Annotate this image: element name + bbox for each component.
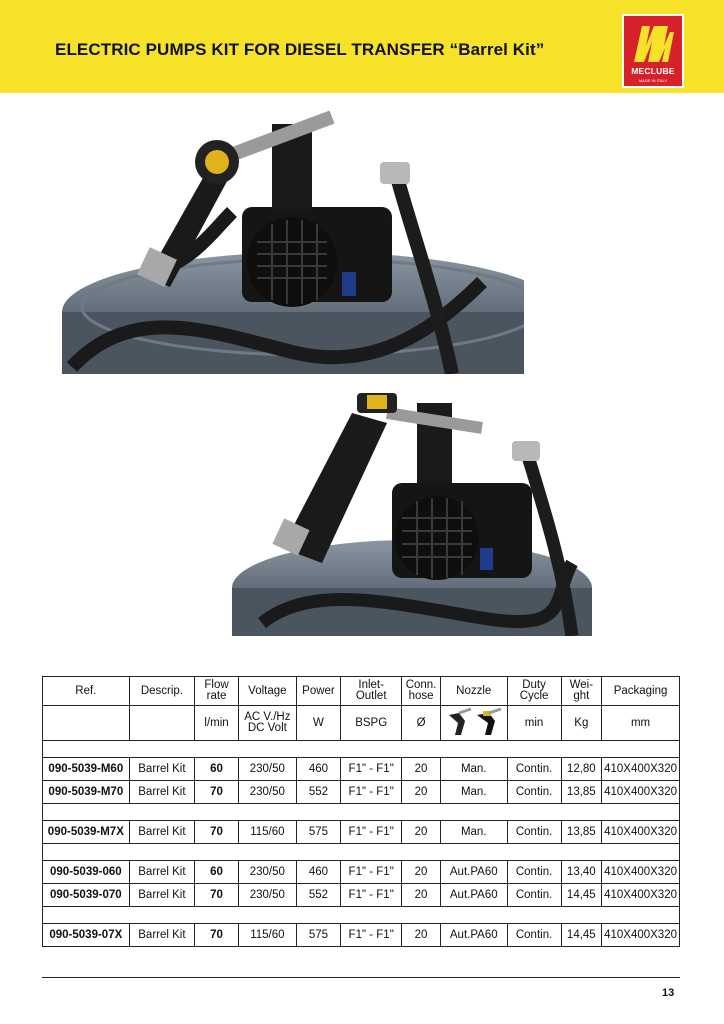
unit-hose: Ø	[402, 706, 441, 741]
cell-flow: 70	[195, 884, 239, 907]
cell-packaging: 410X400X320	[602, 884, 680, 907]
cell-voltage: 230/50	[238, 861, 296, 884]
table-row	[43, 758, 680, 781]
table-row	[43, 781, 680, 804]
table-row	[43, 821, 680, 844]
col-header-ref: Ref.	[43, 677, 130, 706]
col-header-inlet: Inlet- Outlet	[341, 677, 402, 706]
unit-inlet: BSPG	[341, 706, 402, 741]
table-row	[43, 861, 680, 884]
product-photo-manual-nozzle	[52, 102, 524, 374]
cell-weight: 13,85	[561, 781, 602, 804]
cell-ref: 090-5039-070	[43, 884, 130, 907]
cell-weight: 12,80	[561, 758, 602, 781]
nozzle-icons	[445, 707, 503, 737]
spacer-row	[43, 844, 680, 861]
table-units-row	[43, 706, 680, 741]
col-header-voltage: Voltage	[238, 677, 296, 706]
cell-duty: Contin.	[507, 821, 561, 844]
col-header-nozzle: Nozzle	[440, 677, 507, 706]
cell-hose: 20	[402, 884, 441, 907]
col-header-hose: Conn. hose	[402, 677, 441, 706]
col-header-flow: Flow rate	[195, 677, 239, 706]
table-row	[43, 924, 680, 947]
cell-packaging: 410X400X320	[602, 781, 680, 804]
cell-voltage: 230/50	[238, 781, 296, 804]
cell-packaging: 410X400X320	[602, 758, 680, 781]
cell-power: 552	[296, 781, 340, 804]
unit-weight: Kg	[561, 706, 602, 741]
cell-hose: 20	[402, 758, 441, 781]
cell-weight: 13,85	[561, 821, 602, 844]
cell-duty: Contin.	[507, 758, 561, 781]
cell-weight: 13,40	[561, 861, 602, 884]
cell-hose: 20	[402, 924, 441, 947]
cell-power: 460	[296, 758, 340, 781]
cell-packaging: 410X400X320	[602, 861, 680, 884]
col-header-descrip: Descrip.	[129, 677, 194, 706]
spacer-row	[43, 804, 680, 821]
cell-duty: Contin.	[507, 884, 561, 907]
logo-m-icon	[630, 22, 678, 66]
cell-duty: Contin.	[507, 861, 561, 884]
cell-inlet: F1" - F1"	[341, 884, 402, 907]
cell-ref: 090-5039-M60	[43, 758, 130, 781]
cell-flow: 60	[195, 861, 239, 884]
cell-hose: 20	[402, 781, 441, 804]
cell-flow: 70	[195, 781, 239, 804]
cell-packaging: 410X400X320	[602, 924, 680, 947]
cell-nozzle: Man.	[440, 781, 507, 804]
cell-packaging: 410X400X320	[602, 821, 680, 844]
cell-power: 460	[296, 861, 340, 884]
col-header-weight: Wei- ght	[561, 677, 602, 706]
spec-table	[42, 676, 680, 947]
cell-ref: 090-5039-M7X	[43, 821, 130, 844]
cell-duty: Contin.	[507, 781, 561, 804]
cell-ref: 090-5039-060	[43, 861, 130, 884]
logo-name: MECLUBE	[631, 66, 675, 76]
col-header-packaging: Packaging	[602, 677, 680, 706]
footer-divider	[42, 977, 680, 978]
cell-inlet: F1" - F1"	[341, 821, 402, 844]
cell-flow: 70	[195, 821, 239, 844]
cell-descrip: Barrel Kit	[129, 924, 194, 947]
cell-voltage: 230/50	[238, 884, 296, 907]
unit-nozzle	[440, 706, 507, 741]
cell-voltage: 115/60	[238, 821, 296, 844]
cell-weight: 14,45	[561, 924, 602, 947]
cell-flow: 60	[195, 758, 239, 781]
unit-flow: l/min	[195, 706, 239, 741]
cell-flow: 70	[195, 924, 239, 947]
product-photo-automatic-nozzle	[222, 383, 680, 636]
spacer-row	[43, 741, 680, 758]
col-header-duty: Duty Cycle	[507, 677, 561, 706]
meclube-logo	[622, 14, 684, 88]
spacer-row	[43, 907, 680, 924]
cell-voltage: 230/50	[238, 758, 296, 781]
unit-ref	[43, 706, 130, 741]
cell-inlet: F1" - F1"	[341, 758, 402, 781]
cell-inlet: F1" - F1"	[341, 861, 402, 884]
unit-power: W	[296, 706, 340, 741]
cell-inlet: F1" - F1"	[341, 781, 402, 804]
cell-hose: 20	[402, 821, 441, 844]
table-header-row	[43, 677, 680, 706]
logo-sub: MADE IN ITALY	[638, 78, 668, 83]
unit-descrip	[129, 706, 194, 741]
cell-ref: 090-5039-M70	[43, 781, 130, 804]
unit-packaging: mm	[602, 706, 680, 741]
cell-descrip: Barrel Kit	[129, 758, 194, 781]
header-banner	[0, 0, 724, 93]
table-row	[43, 884, 680, 907]
cell-hose: 20	[402, 861, 441, 884]
cell-nozzle: Aut.PA60	[440, 884, 507, 907]
unit-voltage: AC V./Hz DC Volt	[238, 706, 296, 741]
unit-duty: min	[507, 706, 561, 741]
cell-inlet: F1" - F1"	[341, 924, 402, 947]
cell-duty: Contin.	[507, 924, 561, 947]
cell-voltage: 115/60	[238, 924, 296, 947]
cell-power: 552	[296, 884, 340, 907]
cell-descrip: Barrel Kit	[129, 884, 194, 907]
cell-nozzle: Aut.PA60	[440, 861, 507, 884]
page-number: 13	[662, 987, 675, 999]
cell-nozzle: Man.	[440, 821, 507, 844]
cell-weight: 14,45	[561, 884, 602, 907]
cell-power: 575	[296, 924, 340, 947]
cell-ref: 090-5039-07X	[43, 924, 130, 947]
page-title: ELECTRIC PUMPS KIT FOR DIESEL TRANSFER “Barrel Kit”	[55, 40, 545, 59]
col-header-power: Power	[296, 677, 340, 706]
cell-nozzle: Man.	[440, 758, 507, 781]
cell-descrip: Barrel Kit	[129, 861, 194, 884]
cell-nozzle: Aut.PA60	[440, 924, 507, 947]
cell-descrip: Barrel Kit	[129, 821, 194, 844]
cell-descrip: Barrel Kit	[129, 781, 194, 804]
cell-power: 575	[296, 821, 340, 844]
